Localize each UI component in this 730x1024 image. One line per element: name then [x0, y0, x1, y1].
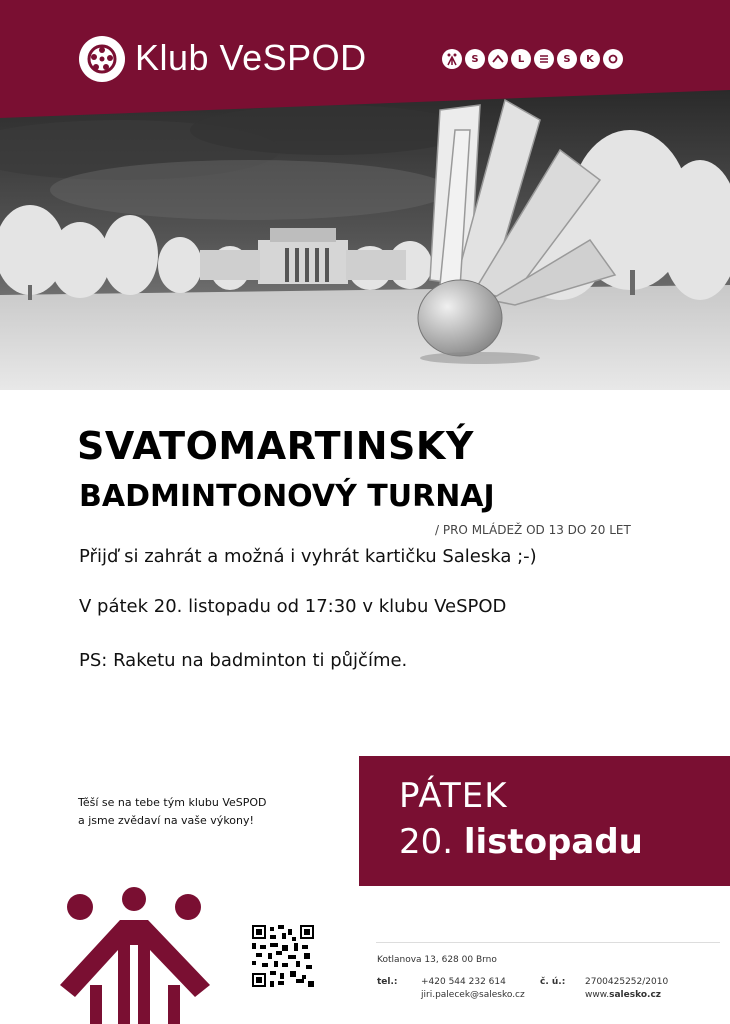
club-logo-icon: [79, 36, 125, 82]
phone-number[interactable]: +420 544 232 614: [421, 977, 506, 987]
event-title-line2: BADMINTONOVÝ TURNAJ: [79, 479, 495, 514]
salesko-figures-logo-icon: [60, 885, 210, 1024]
salesko-letter: S: [557, 49, 577, 69]
salesko-letter: [603, 49, 623, 69]
tel-label: tel.:: [377, 977, 398, 987]
website-link[interactable]: www.salesko.cz: [585, 990, 662, 1000]
team-note: [78, 794, 267, 830]
address: Kotlanova 13, 628 00 Brno: [377, 955, 497, 965]
salesko-letter: [534, 49, 554, 69]
salesko-letter: K: [580, 49, 600, 69]
ps-line: PS: Raketu na badminton ti půjčíme.: [79, 650, 408, 671]
salesko-figure-icon: [442, 49, 462, 69]
time-line: V pátek 20. listopadu od 17:30 v klubu VeSPOD: [79, 596, 507, 617]
date-number: 20.: [399, 822, 454, 862]
account-label: č. ú.:: [540, 977, 566, 987]
email-link[interactable]: jiri.palecek@salesko.cz: [421, 990, 525, 1000]
club-name: Klub VeSPOD: [135, 37, 367, 78]
event-subtitle: / PRO MLÁDEŽ OD 13 DO 20 LET: [435, 523, 631, 537]
event-title-line1: SVATOMARTINSKÝ: [77, 424, 474, 468]
team-note-line2: a jsme zvědaví na vaše výkony!: [78, 814, 254, 827]
date-day: PÁTEK: [399, 776, 508, 816]
account-number: 2700425252/2010: [585, 977, 669, 987]
team-note-line1: Těší se na tebe tým klubu VeSPOD: [78, 796, 267, 809]
salesko-letter: S: [465, 49, 485, 69]
salesko-letter: [488, 49, 508, 69]
date-month: listopadu: [463, 822, 643, 862]
header-diagonal: [0, 90, 730, 150]
invite-line: Přijď si zahrát a možná i vyhrát kartičku Saleska ;-): [79, 546, 537, 567]
date-box: [359, 756, 730, 886]
salesko-logo: [442, 49, 623, 69]
qr-code-icon[interactable]: [252, 925, 314, 987]
salesko-letter: L: [511, 49, 531, 69]
date-date: [399, 822, 643, 862]
footer-divider: [376, 942, 720, 943]
